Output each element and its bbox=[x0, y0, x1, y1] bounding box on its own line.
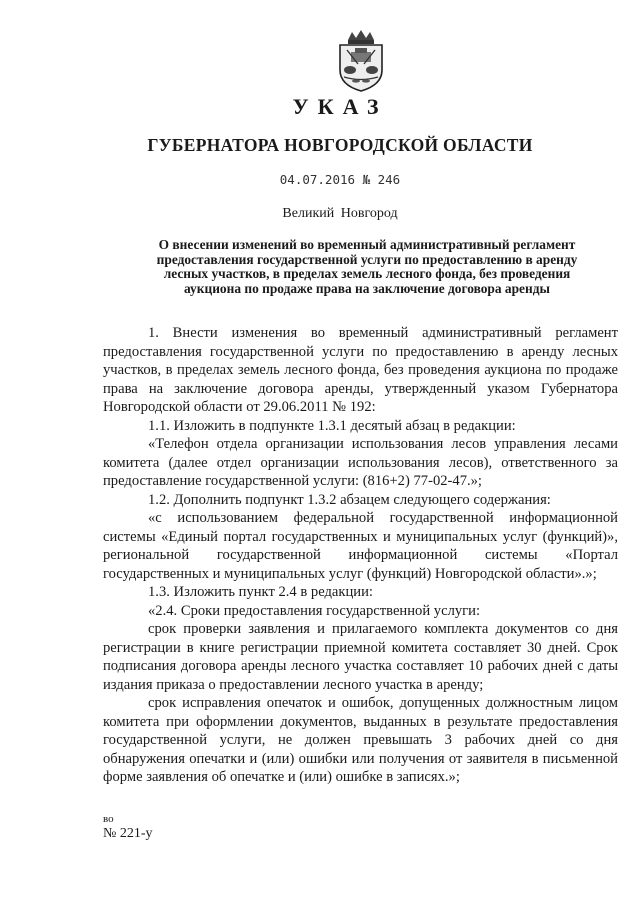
coat-of-arms-icon bbox=[334, 30, 388, 92]
body-paragraph: 1.1. Изложить в подпункте 1.3.1 десятый абзац в редакции: bbox=[148, 417, 516, 434]
document-heading bbox=[118, 238, 616, 296]
body-paragraph: «Телефон отдела организации использования лесов управления лесами комитета (далее отдел организации использования лесов), ответственного за предоставление государственной услуги: (816+2) 77-02-47.»; bbox=[103, 436, 618, 489]
body-paragraph: «2.4. Сроки предоставления государственной услуги: bbox=[148, 602, 481, 619]
heading-line: аукциона по продаже права на заключение договора аренды bbox=[184, 280, 550, 296]
document-subtitle: ГУБЕРНАТОРА НОВГОРОДСКОЙ ОБЛАСТИ bbox=[147, 135, 533, 155]
footer-mark: во bbox=[103, 813, 114, 825]
heading-line: лесных участков, в пределах земель лесного фонда, без проведения bbox=[163, 266, 571, 281]
document-city: Великий Новгород bbox=[282, 206, 398, 221]
heading-line: О внесении изменений во временный административный регламент bbox=[158, 237, 576, 252]
heading-line: предоставления государственной услуги по предоставлению в аренду bbox=[156, 251, 578, 267]
body-paragraph: срок проверки заявления и прилагаемого комплекта документов со дня регистрации в книге регистрации приемной комитета составляет 30 дней. Срок подписания договора аренды лесного участка составляет 10 рабочих дней с даты издания приказа о предоставлении лесного участка в аренду; bbox=[103, 621, 618, 693]
body-paragraph: срок исправления опечаток и ошибок, допущенных должностным лицом комитета при оформлении документов, выданных в результате предоставления государственной услуги, не должен превышать 3 рабочих дней со дня обнаружения опечатки и (или) ошибки или получения от заявителя в письменной форме заявления об опечатке и (или) ошибке в записях.»; bbox=[103, 695, 618, 785]
footer-registration-number: № 221-у bbox=[103, 826, 153, 841]
body-paragraph: 1.2. Дополнить подпункт 1.3.2 абзацем следующего содержания: bbox=[148, 491, 551, 508]
document-body bbox=[103, 324, 618, 787]
body-paragraph: 1. Внести изменения во временный административный регламент предоставления государственной услуги по предоставлению в аренду лесных участков, в пределах земель лесного фонда, без проведения аукциона по продаже права на заключение договора аренды, утвержденный указом Губернатора Новгородской области от 29.06.2011 № 192: bbox=[103, 325, 618, 415]
body-paragraph: «с использованием федеральной государственной информационной системы «Единый портал государственных и муниципальных услуг (функций)», региональной государственной информационной системы «Портал государственных и муниципальных услуг (функций) Новгородской области».»; bbox=[103, 510, 618, 582]
document-date-number: 04.07.2016 № 246 bbox=[279, 172, 401, 187]
document-title: УКАЗ bbox=[292, 94, 388, 119]
body-paragraph: 1.3. Изложить пункт 2.4 в редакции: bbox=[148, 584, 373, 600]
